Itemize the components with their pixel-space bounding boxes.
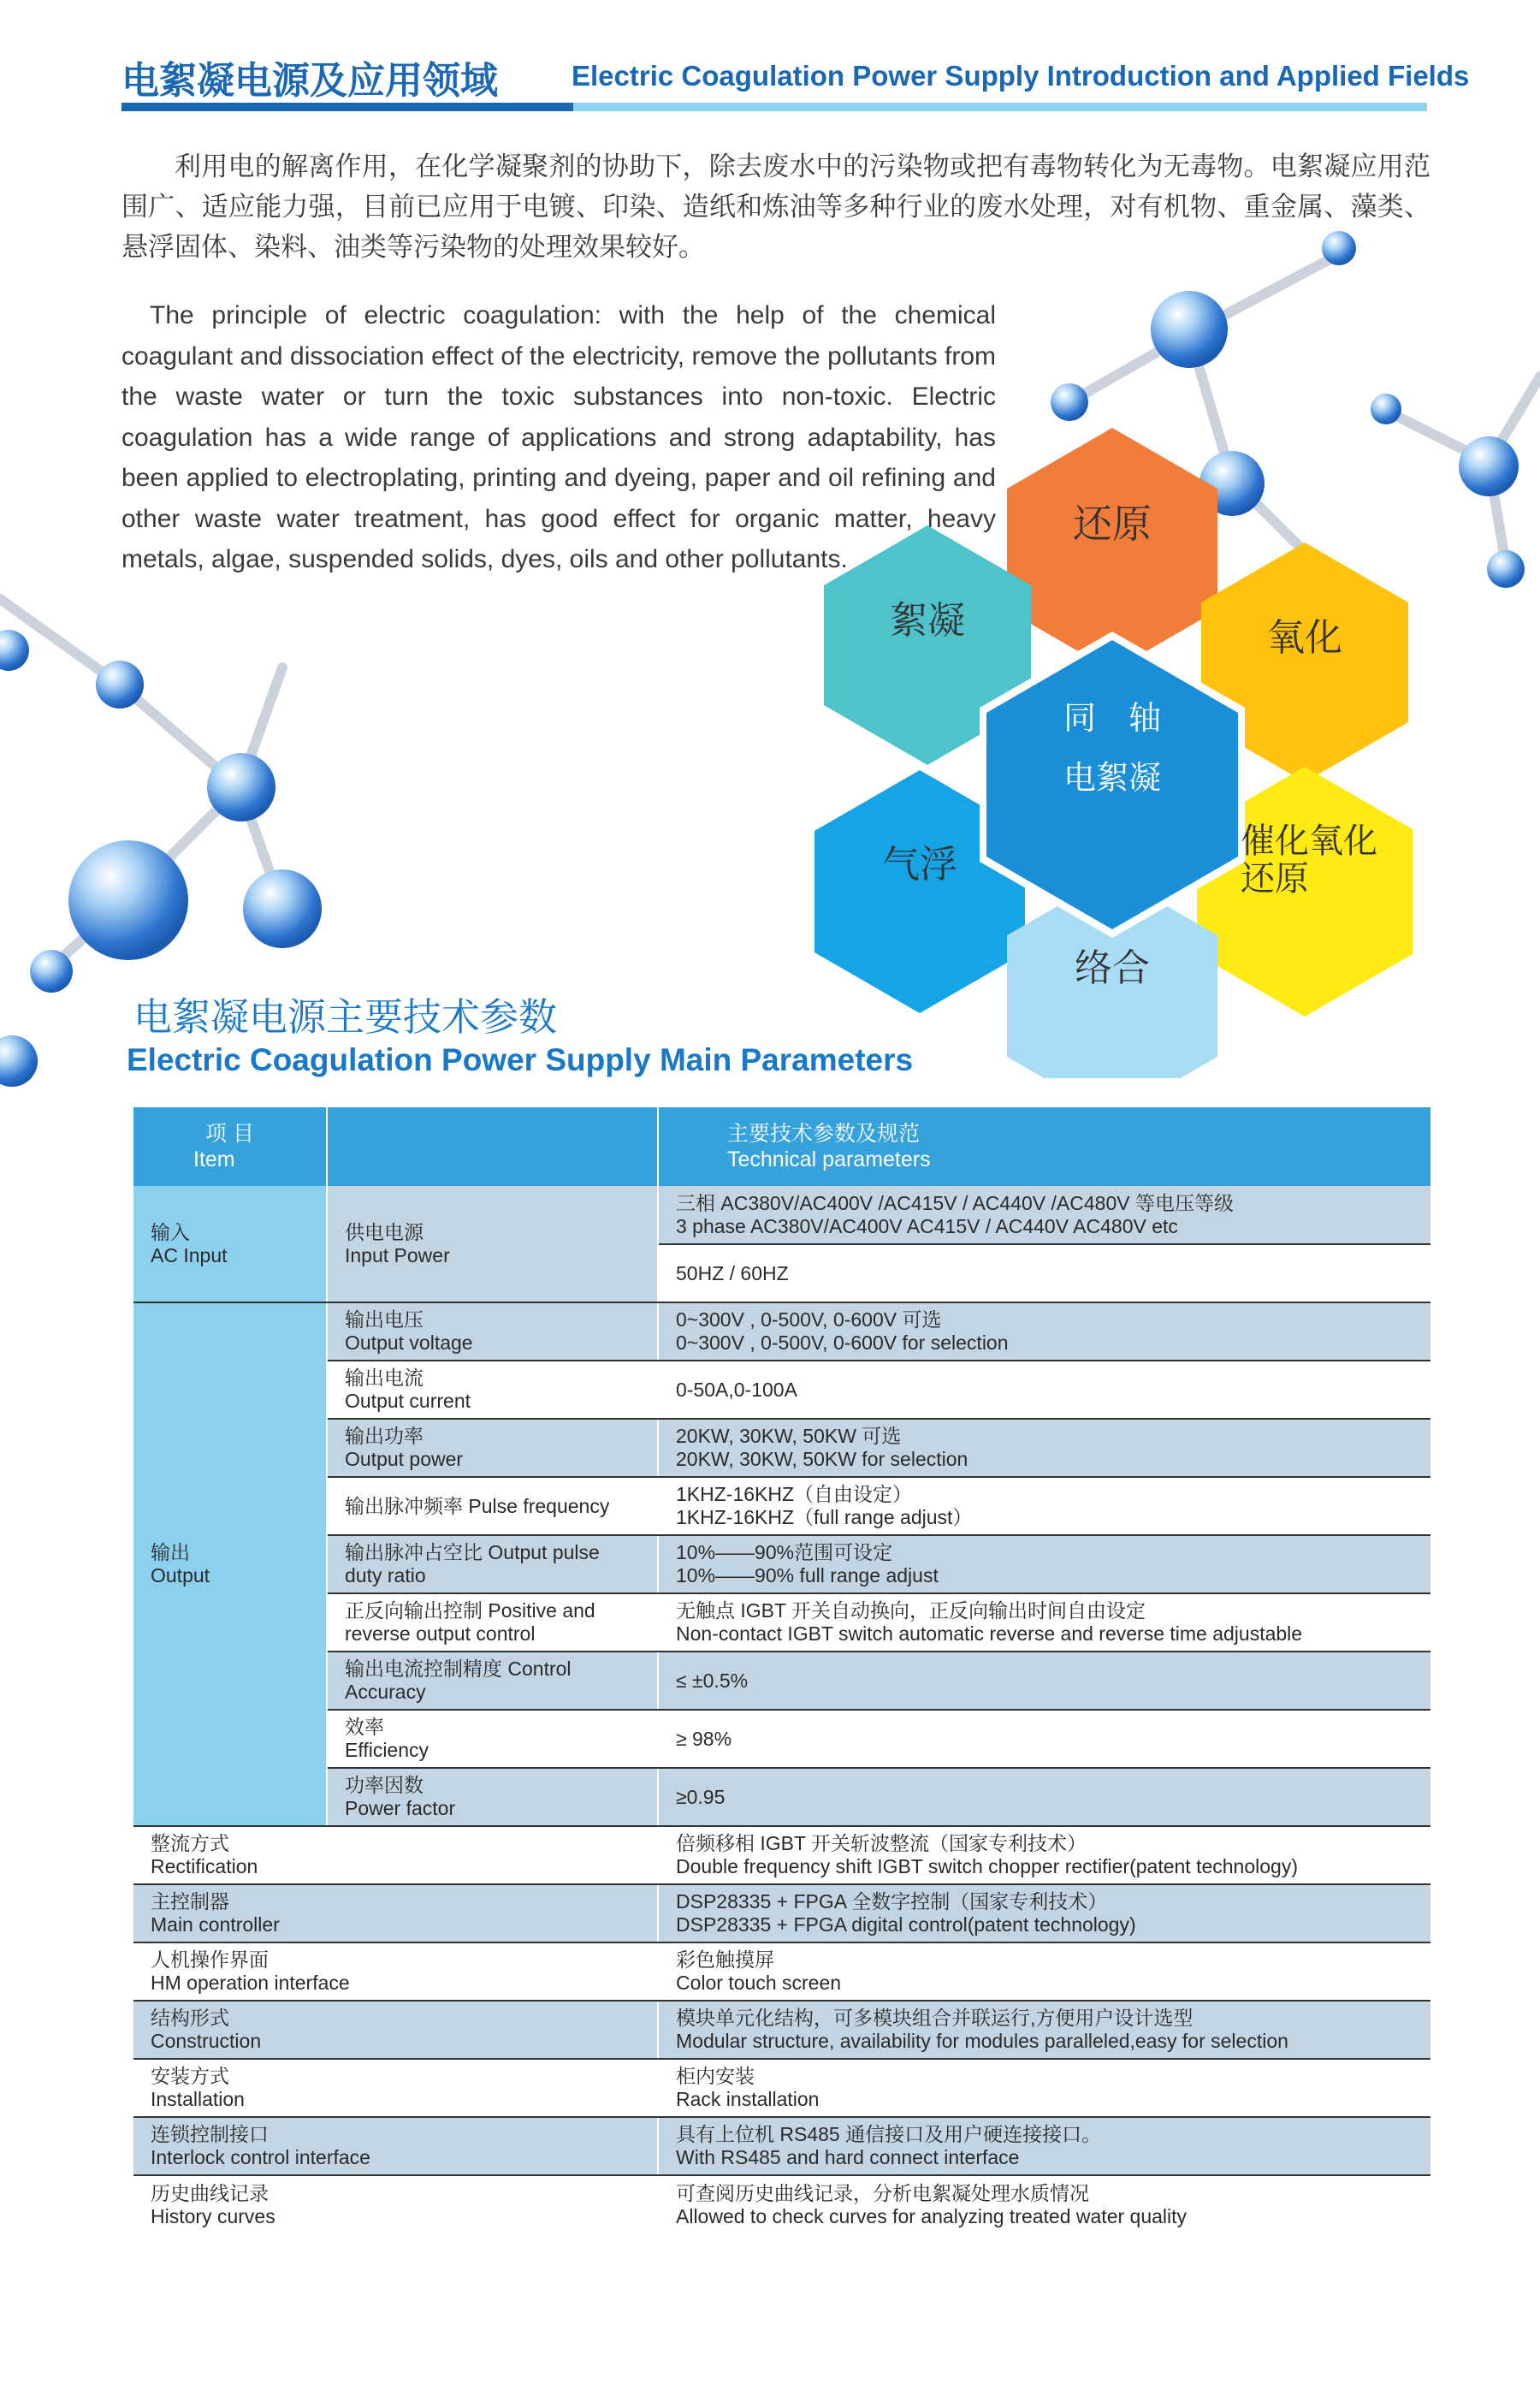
table-row bbox=[133, 2059, 1430, 2117]
value-frequency: 50HZ / 60HZ bbox=[658, 1244, 1430, 1302]
item-rectification: 整流方式 Rectification bbox=[133, 1826, 658, 1884]
table-row bbox=[133, 1419, 1430, 1477]
value-efficiency: ≥ 98% bbox=[658, 1710, 1430, 1768]
value-duty-ratio: 10%——90%范围可设定 10%——90% full range adjust bbox=[658, 1535, 1430, 1593]
hex-flotation-label: 气浮 bbox=[882, 843, 957, 887]
section-title-cn: 电絮凝电源及应用领域 bbox=[121, 59, 498, 103]
section-title-en: Electric Coagulation Power Supply Introduction and Applied Fields bbox=[572, 60, 1470, 92]
value-hm-interface: 彩色触摸屏 Color touch screen bbox=[658, 1942, 1430, 2001]
params-title-en: Electric Coagulation Power Supply Main Parameters bbox=[127, 1042, 914, 1077]
process-hexagon-diagram bbox=[804, 411, 1420, 1078]
sub-output-voltage: 输出电压 Output voltage bbox=[327, 1302, 658, 1361]
table-row bbox=[133, 1302, 1430, 1361]
sub-reverse-control: 正反向输出控制 Positive and reverse output control bbox=[327, 1593, 658, 1652]
item-main-controller: 主控制器 Main controller bbox=[133, 1884, 658, 1942]
hex-center-line2: 电絮凝 bbox=[1063, 759, 1162, 797]
value-output-voltage: 0~300V , 0-500V, 0-600V 可选 0~300V , 0-500V, 0-600V for selection bbox=[658, 1302, 1430, 1361]
hex-flocculation-label: 絮凝 bbox=[890, 599, 965, 643]
sub-duty-ratio: 输出脉冲占空比 Output pulse duty ratio bbox=[327, 1535, 658, 1593]
value-power-factor: ≥0.95 bbox=[658, 1768, 1430, 1826]
table-header-row bbox=[133, 1107, 1430, 1186]
params-title-cn: 电絮凝电源主要技术参数 bbox=[133, 994, 558, 1040]
group-input: 输入 AC Input bbox=[133, 1186, 327, 1302]
item-installation: 安装方式 Installation bbox=[133, 2059, 658, 2117]
sub-pulse-frequency: 输出脉冲频率 Pulse frequency bbox=[327, 1477, 658, 1535]
value-interlock: 具有上位机 RS485 通信接口及用户硬连接接口。 With RS485 and hard connect interface bbox=[658, 2117, 1430, 2175]
header-item: 项 目 Item bbox=[133, 1107, 327, 1186]
value-control-accuracy: ≤ ±0.5% bbox=[658, 1652, 1430, 1710]
value-input-power: 三相 AC380V/AC400V /AC415V / AC440V /AC480V 等电压等级 3 phase AC380V/AC400V AC415V / AC440V AC480V etc bbox=[658, 1186, 1430, 1244]
hex-catalytic-line1: 催化氧化 bbox=[1241, 821, 1377, 861]
value-reverse-control: 无触点 IGBT 开关自动换向，正反向输出时间自由设定 Non-contact IGBT switch automatic reverse and reverse time adjustable bbox=[658, 1593, 1430, 1652]
sub-power-factor: 功率因数 Power factor bbox=[327, 1768, 658, 1826]
title-underline-dark bbox=[121, 103, 573, 111]
value-history: 可查阅历史曲线记录，分析电絮凝处理水质情况 Allowed to check curves for analyzing treated water quality bbox=[658, 2175, 1430, 2233]
item-hm-interface: 人机操作界面 HM operation interface bbox=[133, 1942, 658, 2001]
group-output: 输出 Output bbox=[133, 1302, 327, 1826]
sub-input-power: 供电电源 Input Power bbox=[327, 1186, 658, 1302]
table-row bbox=[133, 1186, 1430, 1244]
item-history: 历史曲线记录 History curves bbox=[133, 2175, 658, 2233]
hex-catalytic-line2: 还原 bbox=[1241, 859, 1309, 898]
value-construction: 模块单元化结构，可多模块组合并联运行,方便用户设计选型 Modular structure, availability for modules paralleled,easy for selection bbox=[658, 2001, 1430, 2059]
table-row bbox=[133, 2001, 1430, 2059]
table-row bbox=[133, 2117, 1430, 2175]
hex-reduction-label: 还原 bbox=[1073, 501, 1152, 547]
value-rectification: 倍频移相 IGBT 开关斩波整流（国家专利技术） Double frequency shift IGBT switch chopper rectifier(patent technology) bbox=[658, 1826, 1430, 1884]
hex-center-line1: 同 轴 bbox=[1063, 699, 1162, 737]
table-row bbox=[133, 1826, 1430, 1884]
item-interlock: 连锁控制接口 Interlock control interface bbox=[133, 2117, 658, 2175]
table-row bbox=[133, 1593, 1430, 1652]
table-row bbox=[133, 1942, 1430, 2001]
value-output-power: 20KW, 30KW, 50KW 可选 20KW, 30KW, 50KW for selection bbox=[658, 1419, 1430, 1477]
title-underline-light bbox=[573, 103, 1427, 111]
value-installation: 柜内安装 Rack installation bbox=[658, 2059, 1430, 2117]
sub-efficiency: 效率 Efficiency bbox=[327, 1710, 658, 1768]
intro-paragraph-en: The principle of electric coagulation: with the help of the chemical coagulant and dissociation effect of the electricity, remove the pollutants from the waste water or turn the toxic substances into non-toxic. Electric coagulation has a wide range of applications and strong adaptability, has been applied to electroplating, printing and dyeing, paper and oil refining and other waste water treatment, has good effect for organic matter, heavy metals, algae, suspended solids, dyes, oils and other pollutants. bbox=[121, 301, 996, 573]
header-sub bbox=[327, 1107, 658, 1186]
table-row bbox=[133, 1361, 1430, 1419]
table-row bbox=[133, 2175, 1430, 2233]
value-pulse-frequency: 1KHZ-16KHZ（自由设定） 1KHZ-16KHZ（full range adjust） bbox=[658, 1477, 1430, 1535]
value-main-controller: DSP28335 + FPGA 全数字控制（国家专利技术） DSP28335 + FPGA digital control(patent technology) bbox=[658, 1884, 1430, 1942]
sub-output-power: 输出功率 Output power bbox=[327, 1419, 658, 1477]
sub-control-accuracy: 输出电流控制精度 Control Accuracy bbox=[327, 1652, 658, 1710]
table-row bbox=[133, 1768, 1430, 1826]
parameters-table bbox=[133, 1107, 1430, 2233]
intro-paragraph-cn: 利用电的解离作用，在化学凝聚剂的协助下，除去废水中的污染物或把有毒物转化为无毒物。电絮凝应用范围广、适应能力强，目前已应用于电镀、印染、造纸和炼油等多种行业的废水处理，对有机物、重金属、藻类、悬浮固体、染料、油类等污染物的处理效果较好。 bbox=[121, 151, 1430, 263]
hex-complexation-label: 络合 bbox=[1075, 946, 1150, 990]
table-row bbox=[133, 1884, 1430, 1942]
value-output-current: 0-50A,0-100A bbox=[658, 1361, 1430, 1419]
table-row bbox=[133, 1652, 1430, 1710]
table-row bbox=[133, 1535, 1430, 1593]
hex-oxidation-label: 氧化 bbox=[1267, 616, 1342, 660]
table-row bbox=[133, 1477, 1430, 1535]
item-construction: 结构形式 Construction bbox=[133, 2001, 658, 2059]
table-row bbox=[133, 1710, 1430, 1768]
sub-output-current: 输出电流 Output current bbox=[327, 1361, 658, 1419]
header-params: 主要技术参数及规范 Technical parameters bbox=[658, 1107, 1430, 1186]
